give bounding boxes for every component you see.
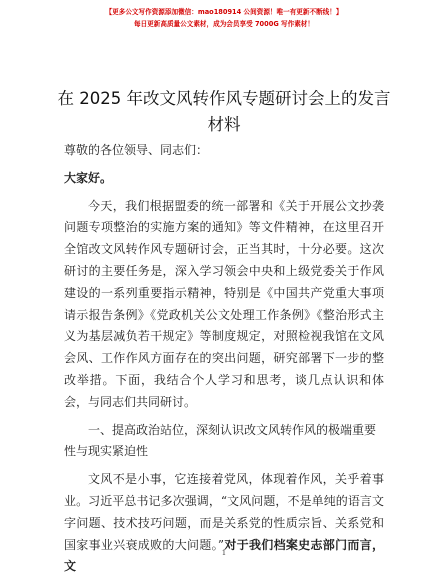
document-title: 在 2025 年改文风转作风专题研讨会上的发言材料 <box>57 89 391 134</box>
promo-banner-line-1: 【更多公文写作资源添加微信：mao180914 公间资源！唯一有更新不断线！】 <box>105 8 343 16</box>
paragraph-2 <box>64 469 384 578</box>
salutation: 尊敬的各位领导、同志们： <box>64 143 209 157</box>
page-number: 1 <box>221 549 227 557</box>
document-body <box>64 140 384 578</box>
paragraph-2-text: 文风不是小事，它连接着党风，体现着作风，关乎着事业。习近平总书记多次强调，“文风问题，不是单纯的语言文字问题、技术技巧问题，而是关系党的性质宗旨、关系党和国家事业兴衰成败的大问题。” <box>64 472 384 552</box>
paragraph-2-bold-text: 对于我们档案史志部门而言，文 <box>64 537 384 574</box>
promo-banner <box>0 6 448 30</box>
promo-banner-line-2: 每日更新高质量公文素材，成为会员享受 7000G 写作素材！ <box>133 20 314 28</box>
section-heading-1: 一、提高政治站位，深刻认识改文风转作风的极端重要性与现实紧迫性 <box>64 422 377 459</box>
paragraph-1: 今天，我们根据盟委的统一部署和《关于开展公文抄袭问题专项整治的实施方案的通知》等文件精神，在这里召开全馆改文风转作风专题研讨会，正当其时，十分必要。这次研讨的主要任务是，深入学习领会中央和上级党委关于作风建设的一系列重要指示精神，特别是《中国共产党重大事项请示报告条例》《党政机关公文处理工作条例》《整治形式主义为基层减负若干规定》等制度规定，对照检视我馆在文风会风、工作作风方面存在的突出问题，研究部署下一步的整改举措。下面，我结合个人学习和思考，谈几点认识和体会，与同志们共同研讨。 <box>64 198 384 409</box>
greeting: 大家好。 <box>64 170 113 185</box>
